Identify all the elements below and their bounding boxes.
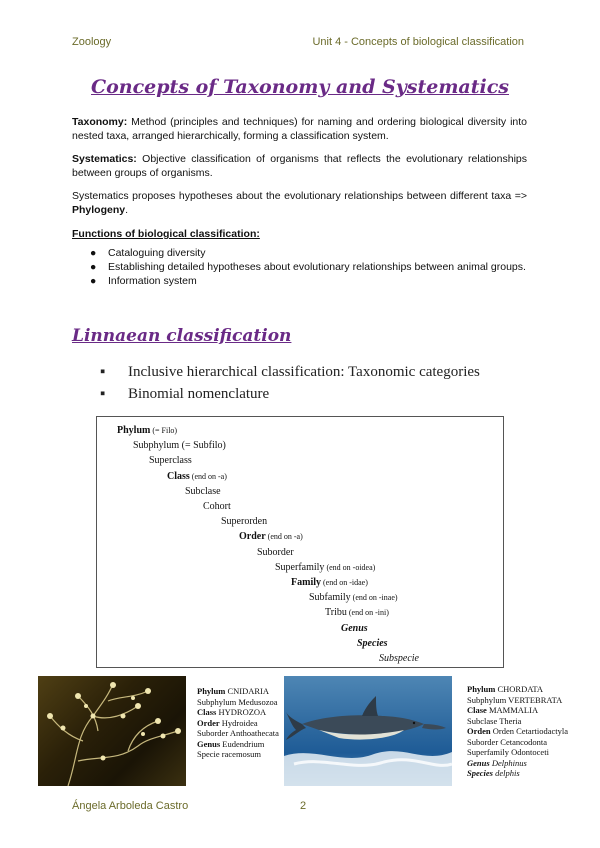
rank-note: (end on -inae) — [350, 593, 398, 603]
cnidaria-classification — [197, 686, 279, 760]
classification-value: Theria — [497, 715, 522, 726]
rank-name: Order — [239, 531, 266, 543]
classification-value: Orden Cetartiodactyla — [490, 726, 569, 736]
rank-name: Genus — [341, 622, 368, 634]
taxonomic-rank — [117, 425, 177, 436]
classification-line — [467, 726, 568, 737]
bullet-icon: ▪ — [100, 386, 106, 402]
classification-label: Genus — [467, 757, 490, 768]
taxonomy-term: Taxonomy: — [72, 116, 128, 128]
phylogeny-term: Phylogeny — [72, 204, 126, 216]
rank-note: (end on -a) — [265, 532, 303, 542]
chordata-classification — [467, 684, 568, 779]
rank-name: Tribu — [325, 607, 347, 619]
classification-line — [197, 728, 279, 739]
classification-line — [467, 768, 568, 779]
taxonomy-definition — [72, 115, 527, 143]
taxonomic-rank — [309, 592, 398, 603]
classification-label: Order — [197, 717, 220, 728]
rank-name: Superfamily — [275, 561, 325, 573]
rank-note: (end on -oidea) — [324, 562, 376, 572]
rank-name: Superorden — [221, 516, 268, 528]
classification-label: Phylum — [467, 684, 496, 694]
taxonomic-rank — [239, 531, 303, 542]
rank-name: Cohort — [203, 501, 231, 512]
classification-label: Species — [467, 768, 493, 778]
phylogeny-paragraph — [72, 189, 527, 217]
dolphin-photo — [284, 676, 452, 786]
classification-line — [197, 697, 279, 708]
header-unit: Unit 4 - Concepts of biological classification — [312, 36, 524, 48]
phylogeny-text: Systematics proposes hypotheses about the evolutionary relationships between different taxa => — [72, 190, 527, 202]
classification-value: HYDROZOA — [216, 707, 267, 717]
bullet-icon: ▪ — [100, 364, 106, 380]
classification-label: Specie — [197, 749, 220, 759]
classification-value: MAMMALIA — [486, 705, 539, 715]
taxonomic-rank — [379, 653, 419, 664]
classification-line — [467, 684, 568, 695]
classification-label: Subclase — [467, 715, 498, 726]
classification-label: Phylum — [197, 686, 226, 696]
classification-value: VERTEBRATA — [506, 694, 563, 705]
taxonomic-rank — [275, 562, 375, 573]
taxonomic-rank — [133, 440, 226, 451]
classification-label: Suborder — [467, 736, 499, 747]
taxonomic-rank — [221, 516, 267, 527]
classification-line — [467, 737, 568, 748]
header-subject: Zoology — [72, 36, 112, 48]
classification-line — [197, 707, 279, 718]
hydroid-image — [38, 676, 186, 786]
classification-value: CNIDARIA — [225, 686, 270, 696]
classification-label: Subphylum — [467, 694, 507, 705]
taxonomic-rank-box — [96, 416, 504, 668]
classification-value: racemosum — [219, 749, 261, 759]
classification-line — [467, 747, 568, 758]
rank-name: Class — [167, 470, 190, 482]
bullet-icon: ● — [90, 275, 97, 287]
systematics-text: Objective classification of organisms that reflects the evolutionary relationships between groups of organisms. — [72, 153, 527, 179]
list-item-text: Information system — [108, 275, 197, 287]
hydroid-photo — [38, 676, 186, 786]
rank-name: Subfamily — [309, 592, 351, 604]
classification-value: Odontoceti — [509, 747, 549, 757]
classification-line — [197, 686, 279, 697]
bullet-icon: ● — [90, 247, 97, 259]
rank-name: Species — [357, 637, 388, 649]
rank-note: (end on -a) — [189, 471, 227, 481]
linnaean-heading: Linnaean classification — [72, 326, 292, 346]
classification-label: Orden — [467, 726, 491, 736]
classification-line — [467, 695, 568, 706]
classification-line — [197, 739, 279, 750]
slide-bullet-text: Binomial nomenclature — [128, 386, 270, 402]
list-item — [72, 246, 527, 260]
slide-bullet-text: Inclusive hierarchical classification: Taxonomic categories — [128, 364, 480, 380]
classification-value: Medusozoa — [236, 696, 278, 707]
functions-list — [72, 246, 527, 288]
footer-author: Ángela Arboleda Castro — [72, 800, 189, 812]
rank-name: Subspecie — [379, 653, 419, 664]
classification-line — [467, 716, 568, 727]
classification-line — [197, 749, 279, 760]
classification-label: Subphylum — [197, 696, 237, 707]
list-item — [72, 260, 527, 274]
taxonomic-rank — [357, 638, 388, 649]
classification-line — [467, 705, 568, 716]
classification-label: Suborder — [197, 728, 229, 738]
taxonomic-rank — [325, 607, 389, 618]
rank-name: Family — [291, 577, 321, 588]
taxonomic-rank — [185, 486, 221, 497]
rank-note: (= Filo) — [150, 426, 178, 435]
classification-value: Cetancodonta — [498, 736, 548, 747]
rank-name: Phylum — [117, 425, 151, 436]
rank-note: (end on -idae) — [321, 578, 368, 587]
list-item — [72, 274, 527, 288]
classification-value: Hydroidea — [219, 717, 258, 728]
taxonomic-rank — [167, 471, 227, 482]
classification-value: CHORDATA — [495, 684, 544, 694]
functions-heading: Functions of biological classification: — [72, 228, 260, 240]
rank-name: Suborder — [257, 546, 294, 558]
classification-value: Delphinus — [489, 757, 527, 768]
classification-value: Eudendrium — [220, 738, 265, 749]
classification-label: Clase — [467, 705, 487, 715]
classification-label: Class — [197, 707, 217, 717]
list-item-text: Cataloguing diversity — [108, 247, 206, 259]
bullet-icon: ● — [90, 261, 97, 273]
systematics-term: Systematics: — [72, 153, 137, 165]
systematics-definition — [72, 152, 527, 180]
taxonomy-text: Method (principles and techniques) for naming and ordering biological diversity into nested taxa, arranged hierarchically, forming a classification system. — [72, 116, 527, 142]
taxonomic-rank — [149, 455, 192, 466]
rank-name: Subclase — [185, 485, 221, 497]
taxonomic-rank — [257, 547, 294, 558]
classification-value: Anthoathecata — [228, 728, 279, 738]
list-item-text: Establishing detailed hypotheses about evolutionary relationships between animal groups. — [108, 261, 526, 273]
phylogeny-end: . — [125, 204, 129, 216]
rank-name: Subphylum (= Subfilo) — [133, 440, 226, 452]
taxonomic-rank — [203, 501, 231, 512]
classification-label: Superfamily — [467, 747, 510, 757]
taxonomic-rank — [341, 623, 368, 634]
classification-value: delphis — [492, 768, 520, 778]
page-number: 2 — [300, 800, 307, 812]
classification-line — [467, 758, 568, 769]
rank-name: Superclass — [149, 455, 192, 467]
taxonomic-rank — [291, 577, 368, 588]
classification-line — [197, 718, 279, 729]
rank-note: (end on -ini) — [346, 608, 389, 618]
page-title: Concepts of Taxonomy and Systematics — [91, 76, 509, 98]
dolphin-image — [284, 676, 452, 786]
classification-label: Genus — [197, 738, 221, 749]
